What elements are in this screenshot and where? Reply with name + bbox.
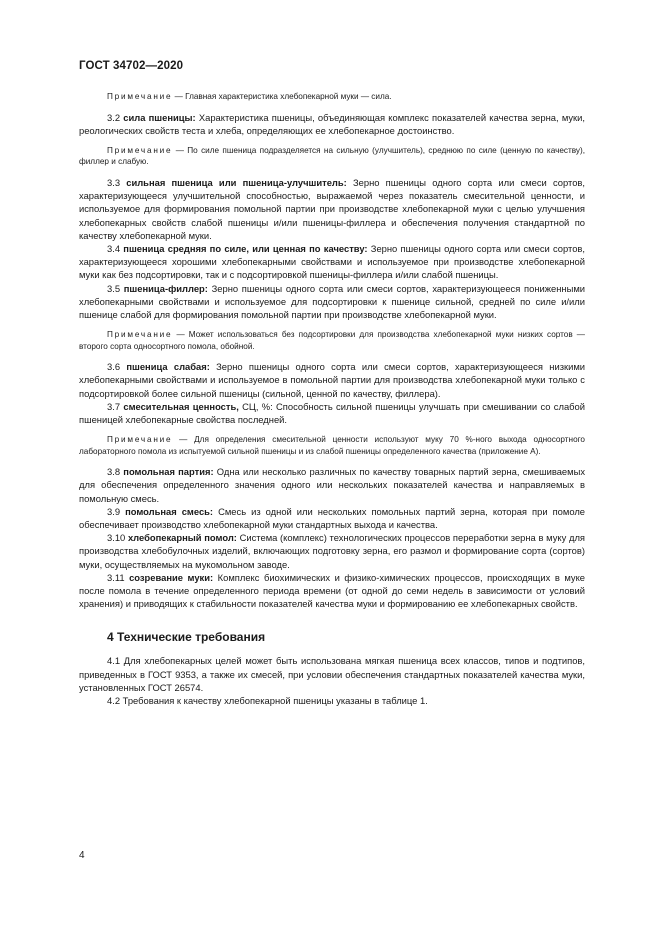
definition-text: Зерно пшеницы одного сорта или смеси сортов, характеризующееся пониженными хлебопекарными свойствами и используемое для подсортировки к пшенице сильной, средней по силе и/или пшенице слабой для формирования помольной партии при производстве хлебопекарной муки.	[79, 282, 585, 320]
definition-3-9	[79, 505, 585, 531]
item-number: 3.6	[107, 361, 127, 373]
definition-text: Система (комплекс) технологических процессов переработки зерна в муку для производства хлебобулочных изделий, включающих подготовку зерна, его размол и формирование сорта (сортов) муки, осуществляемых на мукомольном заводе.	[79, 532, 585, 570]
definition-text: Смесь из одной или нескольких помольных партий зерна, которая при помоле обеспечивает производство хлебопекарной муки стандартных выхода и качества.	[79, 505, 586, 530]
definition-text: Комплекс биохимических и физико-химических процессов, происходящих в муке после помола в течение определенного периода времени (от одной до семи недель в зависимости от условий хранения) и приводящих к стабильности показателей качества муки и формированию ее хлебопекарных свойств.	[79, 571, 585, 610]
note-label: Примечание	[107, 330, 173, 340]
definition-3-2	[79, 111, 585, 137]
term: помольная смесь:	[125, 505, 214, 517]
term: пшеница-филлер:	[123, 282, 208, 294]
clause-4-2: 4.2 Требования к качеству хлебопекарной пшеницы указаны в таблице 1.	[107, 695, 428, 706]
item-number: 3.7	[107, 400, 124, 412]
section-4-title: 4 Технические требования	[107, 630, 266, 645]
note-4	[79, 434, 585, 457]
document-body	[79, 91, 585, 707]
note-text: — Может использоваться без подсортировки для производства хлебопекарной муки низких сортов — второго сорта односортного помола, обойной.	[79, 330, 585, 351]
definition-3-7	[79, 400, 585, 426]
note-2	[79, 145, 585, 168]
note-label: Примечание	[107, 145, 173, 155]
item-number: 3.4	[107, 242, 124, 254]
page-number: 4	[79, 850, 85, 861]
term: помольная партия:	[123, 466, 214, 478]
term: пшеница средняя по силе, или ценная по качеству:	[123, 242, 368, 254]
definition-3-5	[79, 282, 585, 322]
definition-text: СЦ, %: Способность сильной пшеницы улучшать при смешивании со слабой пшеницей хлебопекарные свойства последней.	[79, 400, 585, 425]
term: хлебопекарный помол:	[127, 532, 237, 544]
note-label: Примечание	[107, 92, 173, 101]
definition-text: Характеристика пшеницы, объединяющая комплекс показателей качества зерна, муки, реологических свойств теста и хлеба, определяющих ее хлебопекарное достоинство.	[79, 111, 585, 136]
note-label: Примечание	[107, 435, 173, 445]
item-number: 3.5	[107, 282, 124, 294]
item-number: 3.10	[107, 532, 128, 544]
note-1	[79, 91, 585, 103]
note-text: — По силе пшеница подразделяется на сильную (улучшитель), среднюю по силе (ценную по качеству), филлер и слабую.	[79, 145, 585, 167]
definition-3-4	[79, 242, 585, 282]
note-3	[79, 329, 585, 352]
definition-3-10	[79, 531, 585, 571]
definition-text: Зерно пшеницы одного сорта или смеси сортов, характеризующееся низкими хлебопекарными свойствами и используемое в помольной партии для производства хлебопекарной муки только с подсортировкой более сильной пшеницы (сильной, ценной по качеству, филлера).	[79, 361, 586, 399]
definition-text: Зерно пшеницы одного сорта или смеси сортов, характеризующееся улучшительной способностью, выражаемой через показатель смесительной ценности, и используемое для формирования помольной партии при производстве хлебопекарной муки с целью улучшения хлебопекарных свойств слабой пшеницы и/или пшеницы-филлера и обеспечения получения стандартной по качеству хлебопекарной муки.	[79, 176, 585, 241]
definition-3-8	[79, 465, 585, 505]
item-number: 3.3	[107, 176, 127, 188]
term: смесительная ценность,	[123, 400, 239, 412]
definition-3-3	[79, 176, 585, 242]
document-code-header: ГОСТ 34702—2020	[79, 60, 184, 72]
item-number: 3.2	[107, 111, 124, 123]
term: созревание муки:	[129, 571, 214, 583]
item-number: 3.8	[107, 466, 124, 478]
term: пшеница слабая:	[126, 361, 210, 373]
note-text: — Для определения смесительной ценности используют муку 70 %-ного выхода односортного лабораторного помола из испытуемой сильной пшеницы и из слабой пшеницы определенного качества (приложение А).	[79, 435, 585, 456]
definition-3-6	[79, 360, 585, 400]
definition-3-11	[79, 571, 585, 611]
item-number: 3.9	[107, 505, 126, 517]
note-text: — Главная характеристика хлебопекарной муки — сила.	[172, 92, 392, 101]
definition-text: Зерно пшеницы одного сорта или смеси сортов, характеризующееся хорошими хлебопекарными свойствами и используемое при производстве хлебопекарной муки как без подсортировки, так и с подсортировкой пшеницы-филлера и/или слабой пшеницы.	[79, 242, 586, 281]
clause-4-1: 4.1 Для хлебопекарных целей может быть использована мягкая пшеница всех классов, типов и подтипов, приведенных в ГОСТ 9353, а также их смесей, при условии обеспечения стандартных показателей качества муки, установленных ГОСТ 26574.	[79, 655, 585, 693]
definition-text: Одна или несколько различных по качеству товарных партий зерна, смешиваемых для обеспечения определенного значения одного или нескольких показателей качества и направляемых в помольную смесь.	[79, 466, 586, 504]
term: сильная пшеница или пшеница-улучшитель:	[126, 176, 347, 188]
item-number: 3.11	[107, 571, 130, 583]
term: сила пшеницы:	[123, 111, 196, 123]
